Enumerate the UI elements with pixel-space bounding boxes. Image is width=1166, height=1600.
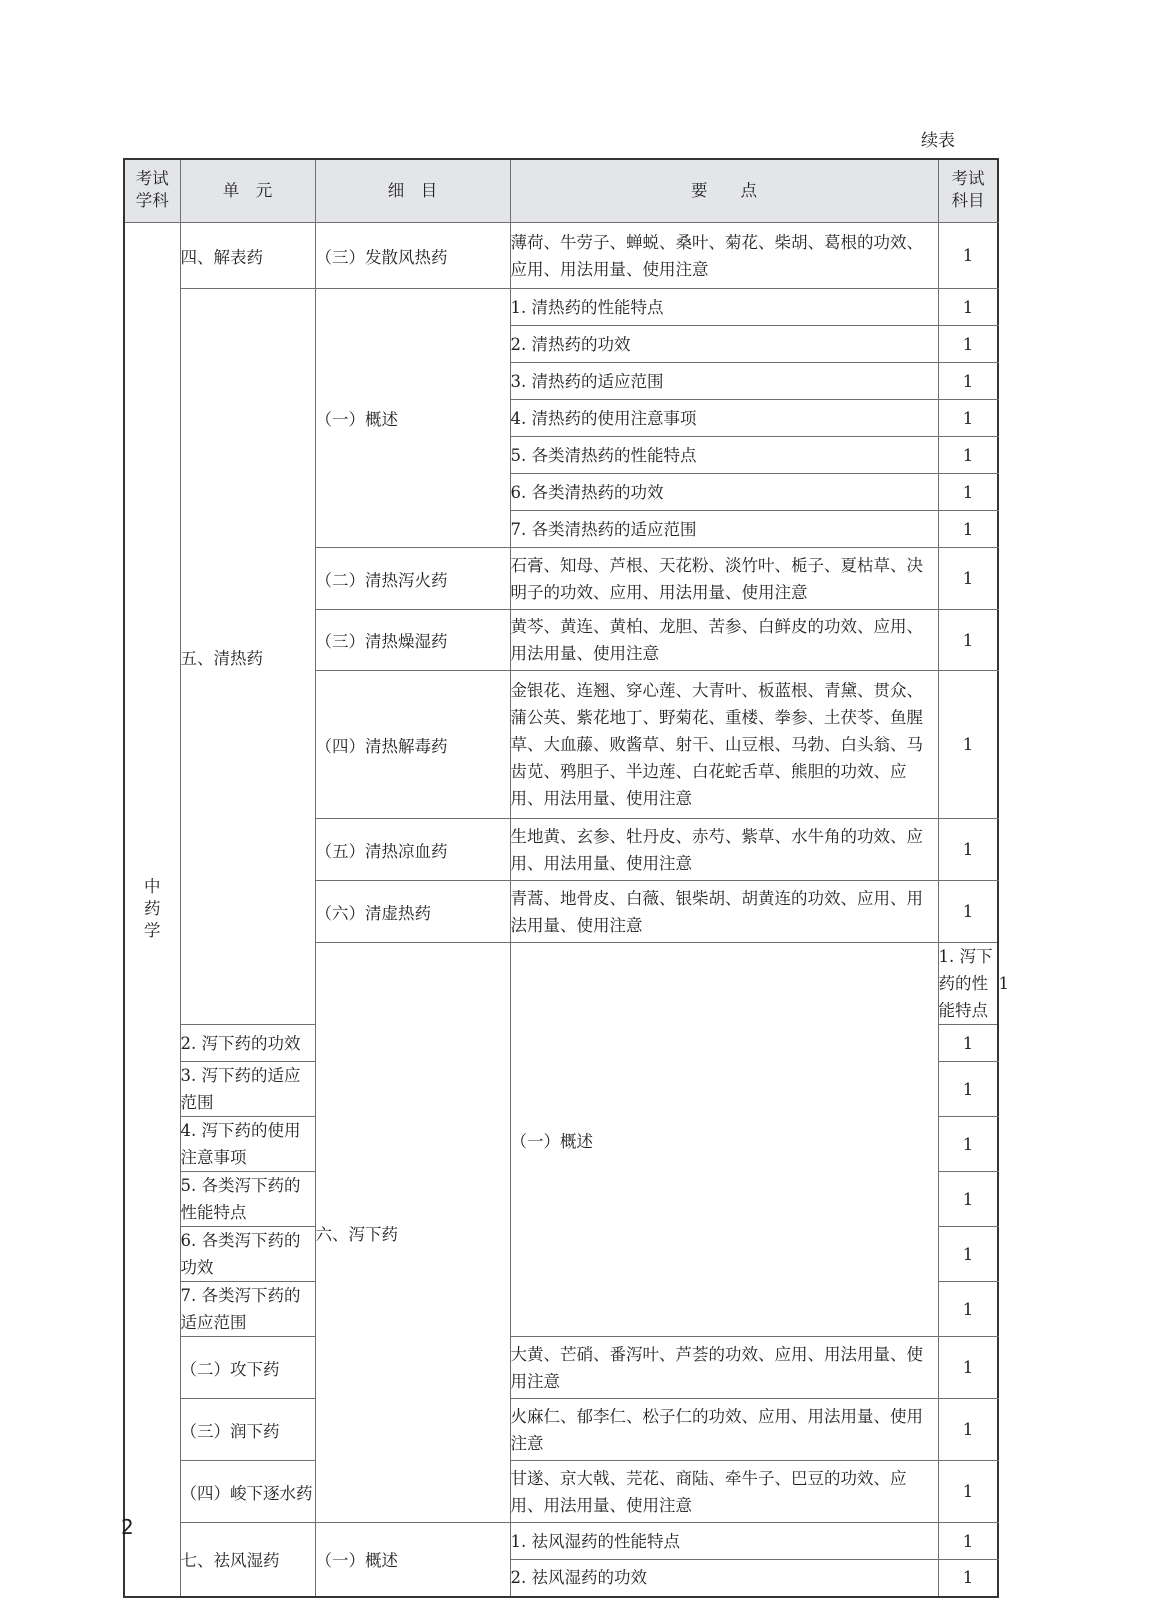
code-cell: 1: [938, 1461, 998, 1523]
item-cell: （一）概述: [315, 289, 510, 548]
code-cell: 1: [938, 548, 998, 610]
point-cell: 生地黄、玄参、牡丹皮、赤芍、紫草、水牛角的功效、应用、用法用量、使用注意: [510, 819, 938, 881]
code-cell: 1: [938, 1282, 998, 1337]
code-cell: 1: [938, 1062, 998, 1117]
code-cell: 1: [938, 437, 998, 474]
point-cell: 3. 泻下药的适应范围: [180, 1062, 315, 1117]
point-cell: 1. 清热药的性能特点: [510, 289, 938, 326]
table-row: [124, 223, 998, 289]
subject-cell: 中药学: [124, 223, 180, 1597]
table-row: [124, 1337, 998, 1399]
point-cell: 5. 各类泻下药的性能特点: [180, 1172, 315, 1227]
code-cell: 1: [938, 1025, 998, 1062]
code-cell: 1: [938, 474, 998, 511]
table-row: [124, 1399, 998, 1461]
code-cell: 1: [938, 671, 998, 819]
point-cell: 3. 清热药的适应范围: [510, 363, 938, 400]
unit-cell: 四、解表药: [180, 223, 315, 289]
point-cell: 1. 泻下药的性能特点: [938, 943, 998, 1025]
table-row: 六、泻下药 （一）概述 1. 泻下药的性能特点 1: [124, 943, 998, 1025]
syllabus-table: [123, 158, 1009, 1598]
point-cell: 6. 各类清热药的功效: [510, 474, 938, 511]
point-cell: 火麻仁、郁李仁、松子仁的功效、应用、用法用量、使用注意: [510, 1399, 938, 1461]
point-cell: 4. 泻下药的使用注意事项: [180, 1117, 315, 1172]
code-cell: 1: [938, 326, 998, 363]
point-cell: 7. 各类清热药的适应范围: [510, 511, 938, 548]
table-row: [124, 1523, 998, 1560]
item-cell: （三）发散风热药: [315, 223, 510, 289]
item-cell: （四）峻下逐水药: [180, 1461, 315, 1523]
code-cell: 1: [938, 1399, 998, 1461]
code-cell: 1: [938, 1560, 998, 1597]
point-cell: 7. 各类泻下药的适应范围: [180, 1282, 315, 1337]
point-cell: 石膏、知母、芦根、天花粉、淡竹叶、栀子、夏枯草、决明子的功效、应用、用法用量、使用注意: [510, 548, 938, 610]
unit-cell: 六、泻下药: [315, 943, 510, 1523]
point-cell: 2. 泻下药的功效: [180, 1025, 315, 1062]
item-cell: （一）概述: [315, 1523, 510, 1597]
table-header-row: [124, 159, 998, 223]
point-cell: 甘遂、京大戟、芫花、商陆、牵牛子、巴豆的功效、应用、用法用量、使用注意: [510, 1461, 938, 1523]
item-cell: （五）清热凉血药: [315, 819, 510, 881]
code-cell: 1: [938, 1117, 998, 1172]
code-cell: 1: [938, 400, 998, 437]
code-cell: 1: [938, 363, 998, 400]
item-cell: （二）攻下药: [180, 1337, 315, 1399]
code-cell: 1: [938, 1227, 998, 1282]
header-unit: 单 元: [180, 159, 315, 223]
point-cell: 黄芩、黄连、黄柏、龙胆、苦参、白鲜皮的功效、应用、用法用量、使用注意: [510, 610, 938, 671]
point-cell: 2. 祛风湿药的功效: [510, 1560, 938, 1597]
table-row: [124, 289, 998, 326]
table-row: [124, 1461, 998, 1523]
code-cell: 1: [938, 1337, 998, 1399]
code-cell: 1: [938, 881, 998, 943]
item-cell: （三）清热燥湿药: [315, 610, 510, 671]
code-cell: 1: [938, 819, 998, 881]
code-cell: 1: [938, 1523, 998, 1560]
unit-cell: 五、清热药: [180, 289, 315, 1025]
header-item: 细 目: [315, 159, 510, 223]
point-cell: 薄荷、牛劳子、蝉蜕、桑叶、菊花、柴胡、葛根的功效、应用、用法用量、使用注意: [510, 223, 938, 289]
point-cell: 青蒿、地骨皮、白薇、银柴胡、胡黄连的功效、应用、用法用量、使用注意: [510, 881, 938, 943]
code-cell: 1: [938, 610, 998, 671]
point-cell: 金银花、连翘、穿心莲、大青叶、板蓝根、青黛、贯众、蒲公英、紫花地丁、野菊花、重楼、拳参、土茯苓、鱼腥草、大血藤、败酱草、射干、山豆根、马勃、白头翁、马齿苋、鸦胆子、半边莲、白花蛇舌草、熊胆的功效、应用、用法用量、使用注意: [510, 671, 938, 819]
item-cell: （二）清热泻火药: [315, 548, 510, 610]
continued-table-label: 续表: [921, 131, 955, 151]
header-exam-code: 考试科目: [938, 159, 998, 223]
unit-cell: 七、祛风湿药: [180, 1523, 315, 1597]
point-cell: 大黄、芒硝、番泻叶、芦荟的功效、应用、用法用量、使用注意: [510, 1337, 938, 1399]
code-cell: 1: [938, 223, 998, 289]
code-cell: 1: [938, 289, 998, 326]
point-cell: 2. 清热药的功效: [510, 326, 938, 363]
point-cell: 1. 祛风湿药的性能特点: [510, 1523, 938, 1560]
point-cell: 4. 清热药的使用注意事项: [510, 400, 938, 437]
page-number: 2: [121, 1515, 134, 1539]
item-cell: （四）清热解毒药: [315, 671, 510, 819]
item-cell: （六）清虚热药: [315, 881, 510, 943]
item-cell: （三）润下药: [180, 1399, 315, 1461]
point-cell: 5. 各类清热药的性能特点: [510, 437, 938, 474]
point-cell: 6. 各类泻下药的功效: [180, 1227, 315, 1282]
header-key-points: 要 点: [510, 159, 938, 223]
code-cell: 1: [938, 511, 998, 548]
header-exam-subject: 考试学科: [124, 159, 180, 223]
code-cell: 1: [938, 1172, 998, 1227]
item-cell: （一）概述: [510, 943, 938, 1337]
